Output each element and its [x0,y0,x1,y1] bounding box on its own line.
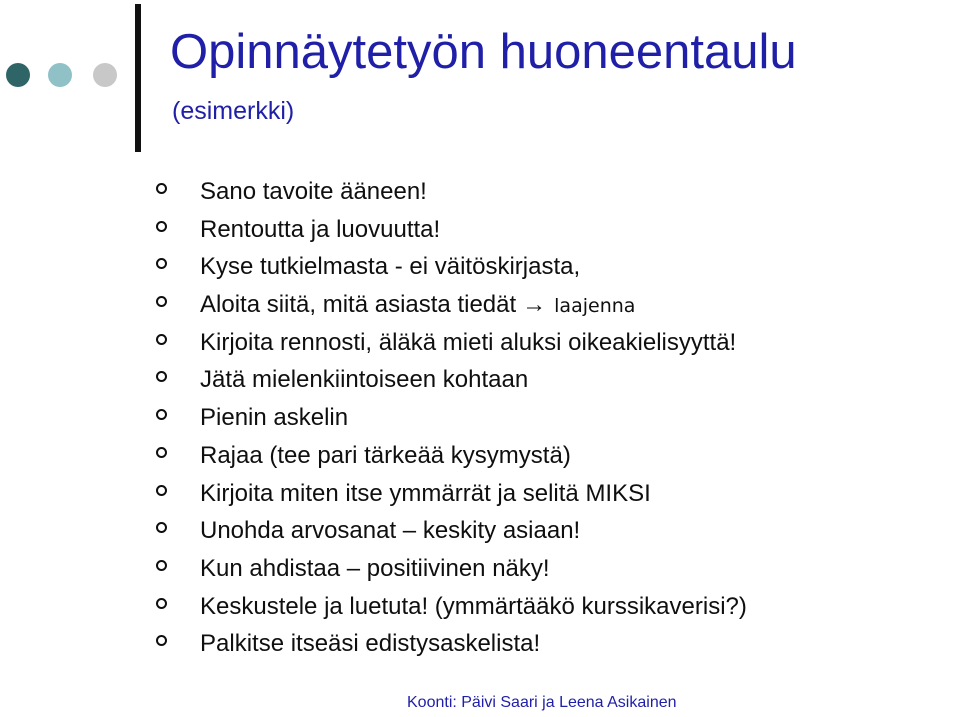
bullet-text-with-note [200,290,635,321]
decorative-dot-gray [93,63,117,87]
bullet-text: Kyse tutkielmasta - ei väitöskirjasta, [200,253,581,281]
ring-bullet-icon [156,334,167,345]
bullet-text: Rajaa (tee pari tärkeää kysymystä) [200,441,571,469]
bullet-text: Pienin askelin [200,404,349,432]
decorative-dot-dark [6,63,30,87]
bullet-text: Jätä mielenkiintoiseen kohtaan [200,366,529,394]
title-divider-bar [135,4,141,152]
bullet-text: Keskustele ja luetuta! (ymmärtääkö kurssikaverisi?) [200,592,747,620]
bullet-main-text: Aloita siitä, mitä asiasta tiedät [200,291,517,319]
footer-credit: Koonti: Päivi Saari ja Leena Asikainen [407,694,677,711]
bullet-text: Kirjoita miten itse ymmärrät ja selitä MIKSI [200,479,651,507]
bullet-text: Kun ahdistaa – positiivinen näky! [200,554,550,582]
ring-bullet-icon [156,409,167,420]
ring-bullet-icon [156,560,167,571]
arrow-right-icon: → [522,291,547,319]
bullet-text: Sano tavoite ääneen! [200,178,427,205]
decorative-dot-teal [48,63,72,87]
ring-bullet-icon [156,598,167,609]
ring-bullet-icon [156,635,167,646]
ring-bullet-icon [156,258,167,269]
bullet-note: laajenna [554,295,636,318]
ring-bullet-icon [156,296,167,307]
ring-bullet-icon [156,485,167,496]
bullet-text: Unohda arvosanat – keskity asiaan! [200,517,581,545]
slide-title: Opinnäytetyön huoneentaulu [170,25,797,79]
ring-bullet-icon [156,447,167,458]
bullet-text: Palkitse itseäsi edistysaskelista! [200,630,541,658]
bullet-text: Kirjoita rennosti, äläkä mieti aluksi oikeakielisyyttä! [200,328,737,356]
ring-bullet-icon [156,371,167,382]
ring-bullet-icon [156,221,167,232]
ring-bullet-icon [156,522,167,533]
slide-subtitle: (esimerkki) [172,97,295,125]
ring-bullet-icon [156,183,167,194]
bullet-text: Rentoutta ja luovuutta! [200,215,441,243]
